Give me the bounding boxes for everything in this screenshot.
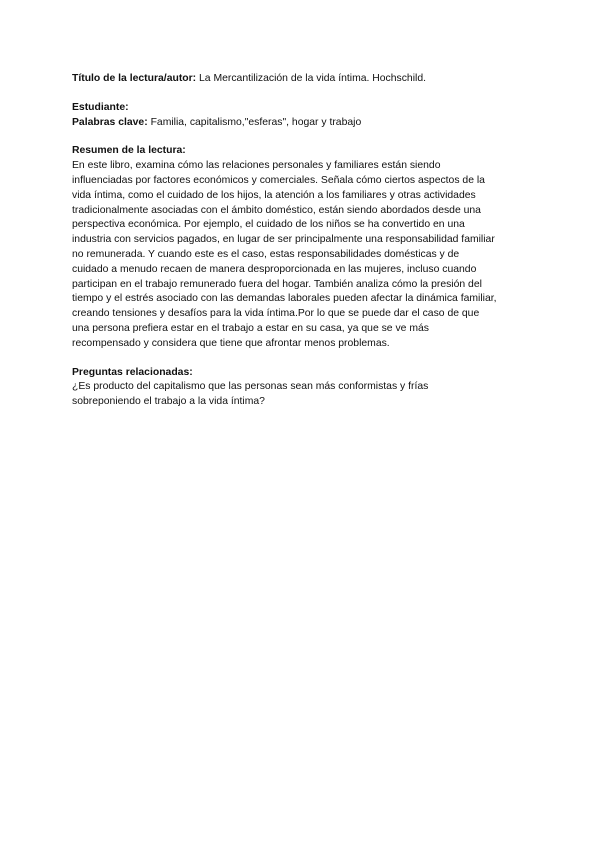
summary-line: una persona prefiera estar en el trabajo a estar en su casa, ya que se ve más [72, 322, 429, 334]
question-line: ¿Es producto del capitalismo que las personas sean más conformistas y frías [72, 381, 429, 393]
summary-text [72, 159, 528, 351]
summary-line: vida íntima, como el cuidado de los hijos, la atención a los familiares y otras actividades [72, 189, 476, 201]
question-line: sobreponiendo el trabajo a la vida íntima? [72, 396, 265, 408]
summary-line: influenciadas por factores económicos y comerciales. Señala cómo ciertos aspectos de la [72, 174, 485, 186]
keywords-value: Familia, capitalismo,"esferas", hogar y trabajo [147, 116, 362, 128]
keywords-label: Palabras clave: [72, 116, 148, 128]
summary-line: no remunerada. Y cuando este es el caso, estas responsabilidades domésticas y de [72, 248, 460, 260]
title-line [72, 72, 528, 87]
title-value: La Mercantilización de la vida íntima. Hochschild. [196, 73, 426, 84]
document-body [72, 72, 528, 410]
summary-line: industria con servicios pagados, en lugar de ser principalmente una responsabilidad familiar [72, 234, 495, 246]
summary-line: creando tensiones y desafíos para la vida íntima.Por lo que se puede dar el caso de que [72, 308, 480, 320]
summary-line: perspectiva económica. Por ejemplo, el cuidado de los niños se ha convertido en una [72, 219, 465, 231]
title-label: Título de la lectura/autor: [72, 73, 197, 84]
questions-text [72, 380, 528, 410]
summary-heading: Resumen de la lectura: [72, 145, 186, 157]
questions-heading: Preguntas relacionadas: [72, 366, 193, 378]
keywords-line [72, 116, 528, 131]
summary-line: participan en el trabajo remunerado fuera del hogar. También analiza cómo la presión del [72, 278, 482, 290]
summary-line: En este libro, examina cómo las relaciones personales y familiares están siendo [72, 160, 441, 172]
summary-line: cuidado a menudo recaen de manera desproporcionada en las mujeres, incluso cuando [72, 263, 477, 275]
summary-line: tiempo y el estrés asociado con las demandas laborales pueden afectar la dinámica familiar, [72, 293, 497, 305]
summary-line: recompensado y considera que tiene que afrontar menos problemas. [72, 337, 390, 349]
student-label: Estudiante: [72, 101, 129, 113]
summary-line: tradicionalmente asociadas con el ámbito doméstico, están siendo abordados desde una [72, 204, 481, 216]
